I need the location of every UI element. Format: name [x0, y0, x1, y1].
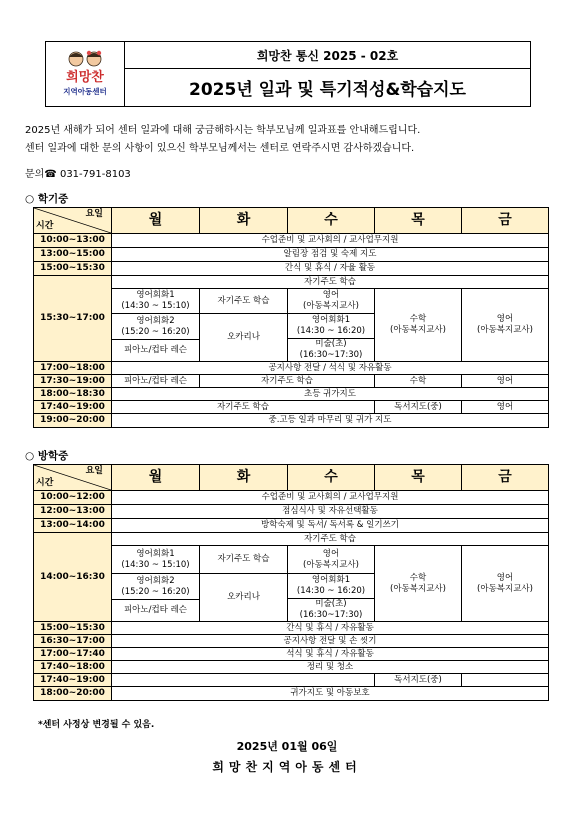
activity-name: 수학 [409, 314, 427, 324]
activity-name: 영어회화1 [136, 290, 175, 300]
activity-cell: 영어 [462, 375, 549, 388]
activity-name: 영어 [322, 290, 340, 300]
activity-name: 영어회화1 [311, 315, 351, 325]
time-cell: 15:00~15:30 [34, 622, 112, 635]
activity-cell: 방학숙제 및 독서/ 독서록 & 일기쓰기 [112, 519, 549, 533]
activity-cell [375, 289, 462, 362]
activity-cell: 영어 [462, 401, 549, 414]
activity-cell: 초등 귀가지도 [112, 388, 549, 401]
time-cell: 13:00~15:00 [34, 248, 112, 262]
semester-section-title: ○ 학기중 [25, 193, 69, 205]
time-cell: 12:00~13:00 [34, 505, 112, 519]
table-row [34, 375, 549, 388]
table-row [34, 674, 549, 687]
table-row [34, 533, 549, 546]
day-header: 월 [112, 208, 200, 234]
time-cell: 17:40~18:00 [34, 661, 112, 674]
activity-cell: 수업준비 및 교사회의 / 교사업무지원 [112, 491, 549, 505]
activity-name: 영어회화1 [136, 548, 175, 559]
activity-cell: 오카리나 [200, 314, 288, 362]
activity-cell: 알림장 점검 및 숙제 지도 [112, 248, 549, 262]
activity-cell: 오카리나 [200, 574, 288, 622]
corner-day-label: 요일 [85, 209, 103, 219]
table-row [34, 362, 549, 375]
contact-phone: 문의☎ 031-791-8103 [25, 169, 131, 180]
center-logo [46, 42, 125, 106]
table-row [34, 401, 549, 414]
activity-cell [462, 546, 549, 622]
time-cell: 17:00~18:00 [34, 362, 112, 375]
activity-cell: 자기주도 학습 [200, 289, 288, 314]
day-header: 화 [200, 465, 288, 491]
time-cell: 18:00~20:00 [34, 687, 112, 701]
activity-time: (14:30 ~ 16:20) [296, 586, 366, 596]
table-row [34, 491, 549, 505]
table-row [34, 687, 549, 701]
activity-cell: 피아노/컵타 레슨 [112, 600, 200, 622]
activity-cell: 피아노/컵타 레슨 [112, 340, 200, 362]
activity-cell [112, 314, 200, 340]
activity-cell: 간식 및 휴식 / 자유활동 [112, 622, 549, 635]
table-row [34, 234, 549, 248]
activity-cell: 간식 및 휴식 / 자율 활동 [112, 262, 549, 276]
activity-time: (14:30 ~ 16:20) [296, 326, 366, 336]
change-notice: *센터 사정상 변경될 수 있음. [38, 720, 155, 730]
activity-name: 영어 [322, 548, 340, 559]
vacation-section-title: ○ 방학중 [25, 450, 69, 462]
activity-cell: 피아노/컵타 레슨 [112, 375, 200, 388]
table-row [34, 388, 549, 401]
table-header-row [34, 208, 549, 234]
table-header-row [34, 465, 549, 491]
day-header: 수 [288, 208, 375, 234]
activity-time: (15:20 ~ 16:20) [121, 326, 190, 337]
activity-name: 수학 [409, 572, 427, 583]
logo-subtitle: 지역아동센터 [63, 87, 107, 96]
day-header: 목 [375, 208, 462, 234]
time-cell: 18:00~18:30 [34, 388, 112, 401]
activity-name: 영어회화2 [136, 575, 175, 586]
activity-cell: 수학 [375, 375, 462, 388]
organization-name: 희망찬지역아동센터 [212, 760, 362, 774]
intro-line-2: 센터 일과에 대한 문의 사항이 있으신 학부모님께서는 센터로 연락주시면 감사하겠습니다. [25, 143, 415, 154]
activity-cell: 자기주도 학습 [200, 546, 288, 574]
time-cell: 15:00~15:30 [34, 262, 112, 276]
activity-cell [112, 289, 200, 314]
vacation-schedule-table [33, 464, 549, 701]
activity-name: 영어회화2 [136, 315, 175, 326]
header-text [125, 42, 530, 106]
activity-cell: 공지사항 전달 및 손 씻기 [112, 635, 549, 648]
activity-cell [462, 289, 549, 362]
time-cell: 10:00~13:00 [34, 234, 112, 248]
activity-cell: 석식 및 휴식 / 자유활동 [112, 648, 549, 661]
day-header: 수 [288, 465, 375, 491]
table-row [34, 289, 549, 314]
activity-cell [112, 574, 200, 600]
activity-cell [288, 289, 375, 314]
activity-teacher: (아동복지교사) [303, 559, 359, 570]
corner-time-label: 시간 [36, 221, 54, 231]
activity-cell: 정리 및 청소 [112, 661, 549, 674]
activity-cell: 자기주도 학습 [200, 375, 375, 388]
table-row [34, 546, 549, 574]
activity-cell [288, 599, 375, 622]
activity-teacher: (아동복지교사) [303, 301, 359, 311]
corner-cell [34, 465, 112, 491]
activity-teacher: (아동복지교사) [390, 583, 446, 594]
activity-time: (16:30~17:30) [299, 610, 363, 620]
table-row [34, 414, 549, 428]
activity-name: 영어 [496, 572, 514, 583]
activity-cell: 자기주도 학습 [112, 401, 375, 414]
activity-cell [375, 546, 462, 622]
day-header: 금 [462, 465, 549, 491]
intro-line-1: 2025년 새해가 되어 센터 일과에 대해 궁금해하시는 학부모님께 일과표를 안내해드립니다. [25, 125, 421, 136]
activity-name: 영어회화1 [311, 575, 351, 585]
activity-cell: 점심식사 및 자유선택활동 [112, 505, 549, 519]
time-cell: 17:40~19:00 [34, 401, 112, 414]
activity-cell [112, 674, 375, 687]
activity-time: (14:30 ~ 15:10) [121, 559, 190, 570]
corner-time-label: 시간 [36, 478, 54, 488]
table-row [34, 505, 549, 519]
table-row [34, 519, 549, 533]
activity-cell [288, 574, 375, 599]
table-row [34, 661, 549, 674]
day-header: 화 [200, 208, 288, 234]
page-title: 2025년 일과 및 특기적성&학습지도 [189, 80, 466, 100]
activity-name: 미술(초) [315, 339, 347, 349]
activity-cell: 자기주도 학습 [112, 533, 549, 546]
activity-cell: 자기주도 학습 [112, 276, 549, 289]
activity-cell [288, 546, 375, 574]
activity-cell [288, 314, 375, 339]
activity-time: (15:20 ~ 16:20) [121, 586, 190, 597]
corner-day-label: 요일 [85, 466, 103, 476]
corner-cell [34, 208, 112, 234]
time-cell: 16:30~17:00 [34, 635, 112, 648]
activity-cell: 공지사항 전달 / 석식 및 자유활동 [112, 362, 549, 375]
activity-time: (14:30 ~ 15:10) [121, 301, 190, 311]
activity-cell: 수업준비 및 교사회의 / 교사업무지원 [112, 234, 549, 248]
newsletter-issue: 희망찬 통신 2025 - 02호 [125, 42, 530, 69]
table-row [34, 648, 549, 661]
time-cell: 19:00~20:00 [34, 414, 112, 428]
day-header: 월 [112, 465, 200, 491]
activity-cell: 중.고등 일과 마무리 및 귀가 지도 [112, 414, 549, 428]
table-row [34, 622, 549, 635]
table-row [34, 635, 549, 648]
activity-teacher: (아동복지교사) [477, 583, 533, 594]
activity-cell [112, 546, 200, 574]
time-cell: 10:00~12:00 [34, 491, 112, 505]
activity-teacher: (아동복지교사) [477, 325, 533, 335]
day-header: 목 [375, 465, 462, 491]
day-header: 금 [462, 208, 549, 234]
semester-schedule-table [33, 207, 549, 428]
time-cell: 17:40~19:00 [34, 674, 112, 687]
time-cell: 17:30~19:00 [34, 375, 112, 388]
table-row [34, 262, 549, 276]
time-cell: 13:00~14:00 [34, 519, 112, 533]
header-box [45, 41, 531, 107]
logo-name: 희망찬 [66, 70, 104, 85]
issue-date: 2025년 01월 06일 [236, 740, 338, 753]
activity-cell [288, 339, 375, 362]
activity-time: (16:30~17:30) [299, 350, 363, 360]
time-cell: 14:00~16:30 [34, 533, 112, 622]
table-row [34, 248, 549, 262]
activity-cell: 귀가지도 및 아동보호 [112, 687, 549, 701]
activity-name: 영어 [496, 314, 514, 324]
activity-teacher: (아동복지교사) [390, 325, 446, 335]
activity-cell: 독서지도(중) [375, 674, 462, 687]
time-cell: 17:00~17:40 [34, 648, 112, 661]
activity-cell [462, 674, 549, 687]
activity-cell: 독서지도(중) [375, 401, 462, 414]
activity-name: 미술(초) [315, 599, 347, 609]
table-row [34, 276, 549, 289]
time-cell: 15:30~17:00 [34, 276, 112, 362]
